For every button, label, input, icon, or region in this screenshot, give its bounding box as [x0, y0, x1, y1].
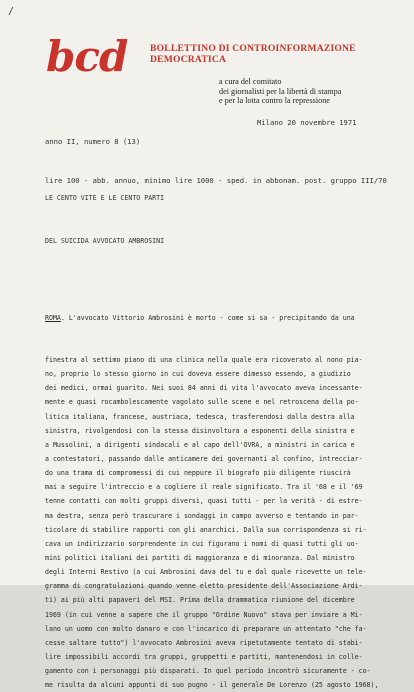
- article-body-line: a Mussolini, a dirigenti sindacali e al capo dell'OVRA, a ministri in carica e: [45, 440, 355, 449]
- article-body-line: mente e quasi rocambolescamente vagolato sulle scene e nel retroscena della po-: [45, 398, 359, 407]
- article-body-line: a contestatori, passando dalle anticamere dei governanti al confino, intrecciar-: [45, 454, 363, 463]
- committee-subtitle: [219, 77, 341, 106]
- article-body-line: gamento con i personaggi più disparati. In quel periodo incontrò sicuramente - co-: [45, 667, 371, 676]
- article-first-line: [45, 311, 405, 325]
- article-body-line: cesse saltare tutto") l'avvocato Ambrosini aveva ripetutamente tentato di stabi-: [45, 638, 363, 647]
- bulletin-title: BOLLETTINO DI CONTROINFORMAZIONE DEMOCRATICA: [150, 43, 356, 65]
- margin-mark: /: [8, 6, 15, 17]
- spacer: [45, 276, 405, 282]
- article-body-line: litica italiana, francese, austriaca, tedesca, trasferendosi dalla destra alla: [45, 412, 355, 421]
- issue-place-date: Milano 20 novembre 1971: [257, 118, 357, 127]
- article-body-line: degli Interni Restivo (a cui Ambrosini dava del tu e dal quale ricevette un tele-: [45, 568, 367, 577]
- bcd-logo: bcd: [46, 32, 128, 81]
- article-body-line: finestra al settimo piano di una clinica nella quale era ricoverato al nono pia-: [45, 355, 363, 364]
- article-body-line: cava un indirizzario sorprendente in cui figurano i nomi di quasi tutti gli uo-: [45, 539, 359, 548]
- article-body-line: mini politici italiani dei partiti di maggioranza e di minoranza. Dal ministro: [45, 553, 355, 562]
- article-body-line: me risulta da alcuni appunti di suo pugno - il generale De Lorenzo (25 agosto 1968),: [45, 681, 379, 690]
- article-body-line: lano un uomo con molto danaro e con l'incarico di preparare un attentato "che fa-: [45, 624, 367, 633]
- article-body-line: gramma di congratulazioni quando venne eletto presidente dell'Associazione Ardi-: [45, 582, 363, 591]
- article-body-line: ti) ai più alti papaveri del MSI. Prima della drammatica riunione del dicembre: [45, 596, 355, 605]
- issue-number: anno II, numero 8 (13): [45, 137, 141, 147]
- article: [45, 163, 405, 692]
- article-body-line: no, proprio lo stesso giorno in cui doveva essere dimesso essendo, a giudizio: [45, 370, 351, 379]
- article-body-line: ticolare di stabilire rapporti con gli anarchici. Dalla sua corrispondenza si ri-: [45, 525, 367, 534]
- article-dateline: ROMA: [45, 313, 61, 322]
- article-headline-line: LE CENTO VITE E LE CENTO PARTI: [45, 194, 165, 203]
- article-body-line: dei medici, ormai guarito. Nei suoi 84 anni di vita l'avvocato aveva incessante-: [45, 384, 363, 393]
- article-body-line: ma destra, senza però trascurare i sondaggi in campo avverso e tentando in par-: [45, 511, 359, 520]
- article-body-line: do una trama di compromessi di cui neppure il biografo più diligente riuscirà: [45, 469, 351, 478]
- article-body-line: 1969 (in cui venne a sapere che il gruppo "Ordine Nuovo" stava per inviare a Mi-: [45, 610, 363, 619]
- subtitle-line: a cura del comitato: [219, 77, 282, 86]
- subtitle-line: e per la lotta contro la repressione: [219, 96, 330, 106]
- article-body-line: sinistra, rivolgendosi con la stessa disinvoltura a esponenti della sinistra e: [45, 426, 355, 435]
- article-headline-line: DEL SUICIDA AVVOCATO AMBROSINI: [45, 236, 165, 245]
- article-first-line-text: . L'avvocato Vittorio Ambrosini è morto - come si sa - precipitando da una: [60, 313, 355, 322]
- article-body-line: tenne contatti con molti gruppi diversi, quasi tutti - per la verità - di estre-: [45, 497, 363, 506]
- article-body-line: mai a seguire l'intreccio e a cogliere il reale significato. Tra il '68 e il '69: [45, 483, 363, 492]
- issue-price-line: lire 100 - abb. annuo, minimo lire 1000 - sped. in abbonam. post. gruppo III/70: [45, 175, 387, 185]
- article-body-line: lire impossibili accordi tra gruppi, gruppetti e partiti, mantenendosi in colle-: [45, 652, 363, 661]
- subtitle-line: dei giornalisti per la libertà di stampa: [219, 86, 342, 96]
